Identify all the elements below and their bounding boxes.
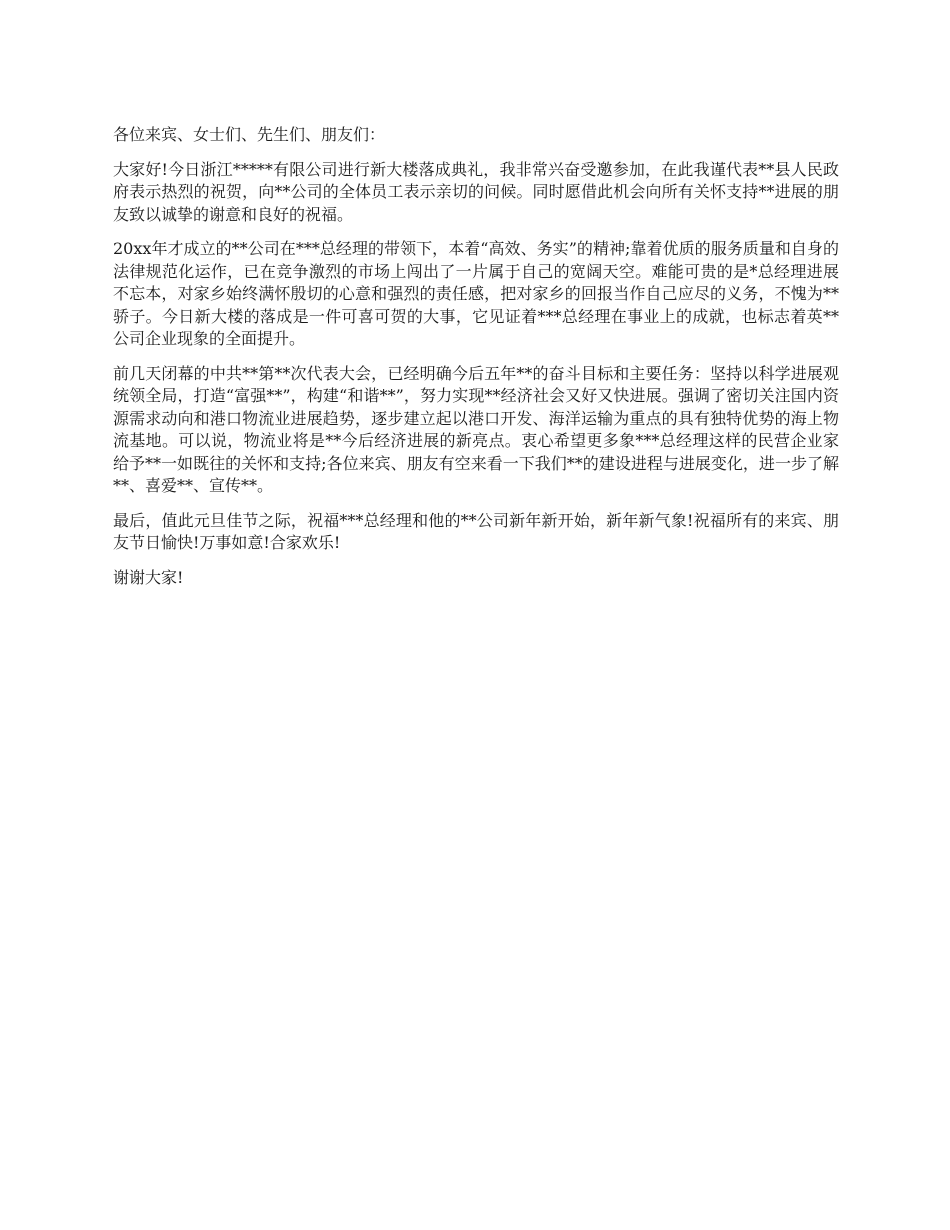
paragraph-party-congress: 前几天闭幕的中共**第**次代表大会，已经明确今后五年**的奋斗目标和主要任务：坚持以科学进展观统领全局，打造“富强**”，构建“和谐**”，努力实现**经济社会又好又快进展。强调了密切关注国内资源需求动向和港口物流业进展趋势，逐步建立起以港口开发、海洋运输为重点的具有独特优势的海上物流基地。可以说，物流业将是**今后经济进展的新亮点。衷心希望更多象***总经理这样的民营企业家给予**一如既往的关怀和支持;各位来宾、朋友有空来看一下我们**的建设进程与进展变化，进一步了解**、喜爱**、宣传**。 [113, 363, 839, 495]
salutation: 各位来宾、女士们、先生们、朋友们： [113, 125, 386, 144]
paragraph-new-year-wishes: 最后，值此元旦佳节之际，祝福***总经理和他的**公司新年新开始，新年新气象!祝福所有的来宾、朋友节日愉快!万事如意!合家欢乐! [113, 510, 839, 552]
document-body [113, 124, 839, 601]
paragraph-company-history: 20xx年才成立的**公司在***总经理的带领下，本着“高效、务实”的精神;靠着优质的服务质量和自身的法律规范化运作，已在竞争激烈的市场上闯出了一片属于自己的宽阔天空。难能可贵的是*总经理进展不忘本，对家乡始终满怀殷切的心意和强烈的责任感，把对家乡的回报当作自己应尽的义务，不愧为**骄子。今日新大楼的落成是一件可喜可贺的大事，它见证着***总经理在事业上的成就，也标志着英**公司企业现象的全面提升。 [113, 239, 839, 348]
closing-thanks: 谢谢大家! [113, 567, 184, 587]
paragraph-opening: 大家好!今日浙江*****有限公司进行新大楼落成典礼，我非常兴奋受邀参加，在此我谨代表**县人民政府表示热烈的祝贺，向**公司的全体员工表示亲切的问候。同时愿借此机会向所有关怀支持**进展的朋友致以诚挚的谢意和良好的祝福。 [113, 159, 839, 224]
